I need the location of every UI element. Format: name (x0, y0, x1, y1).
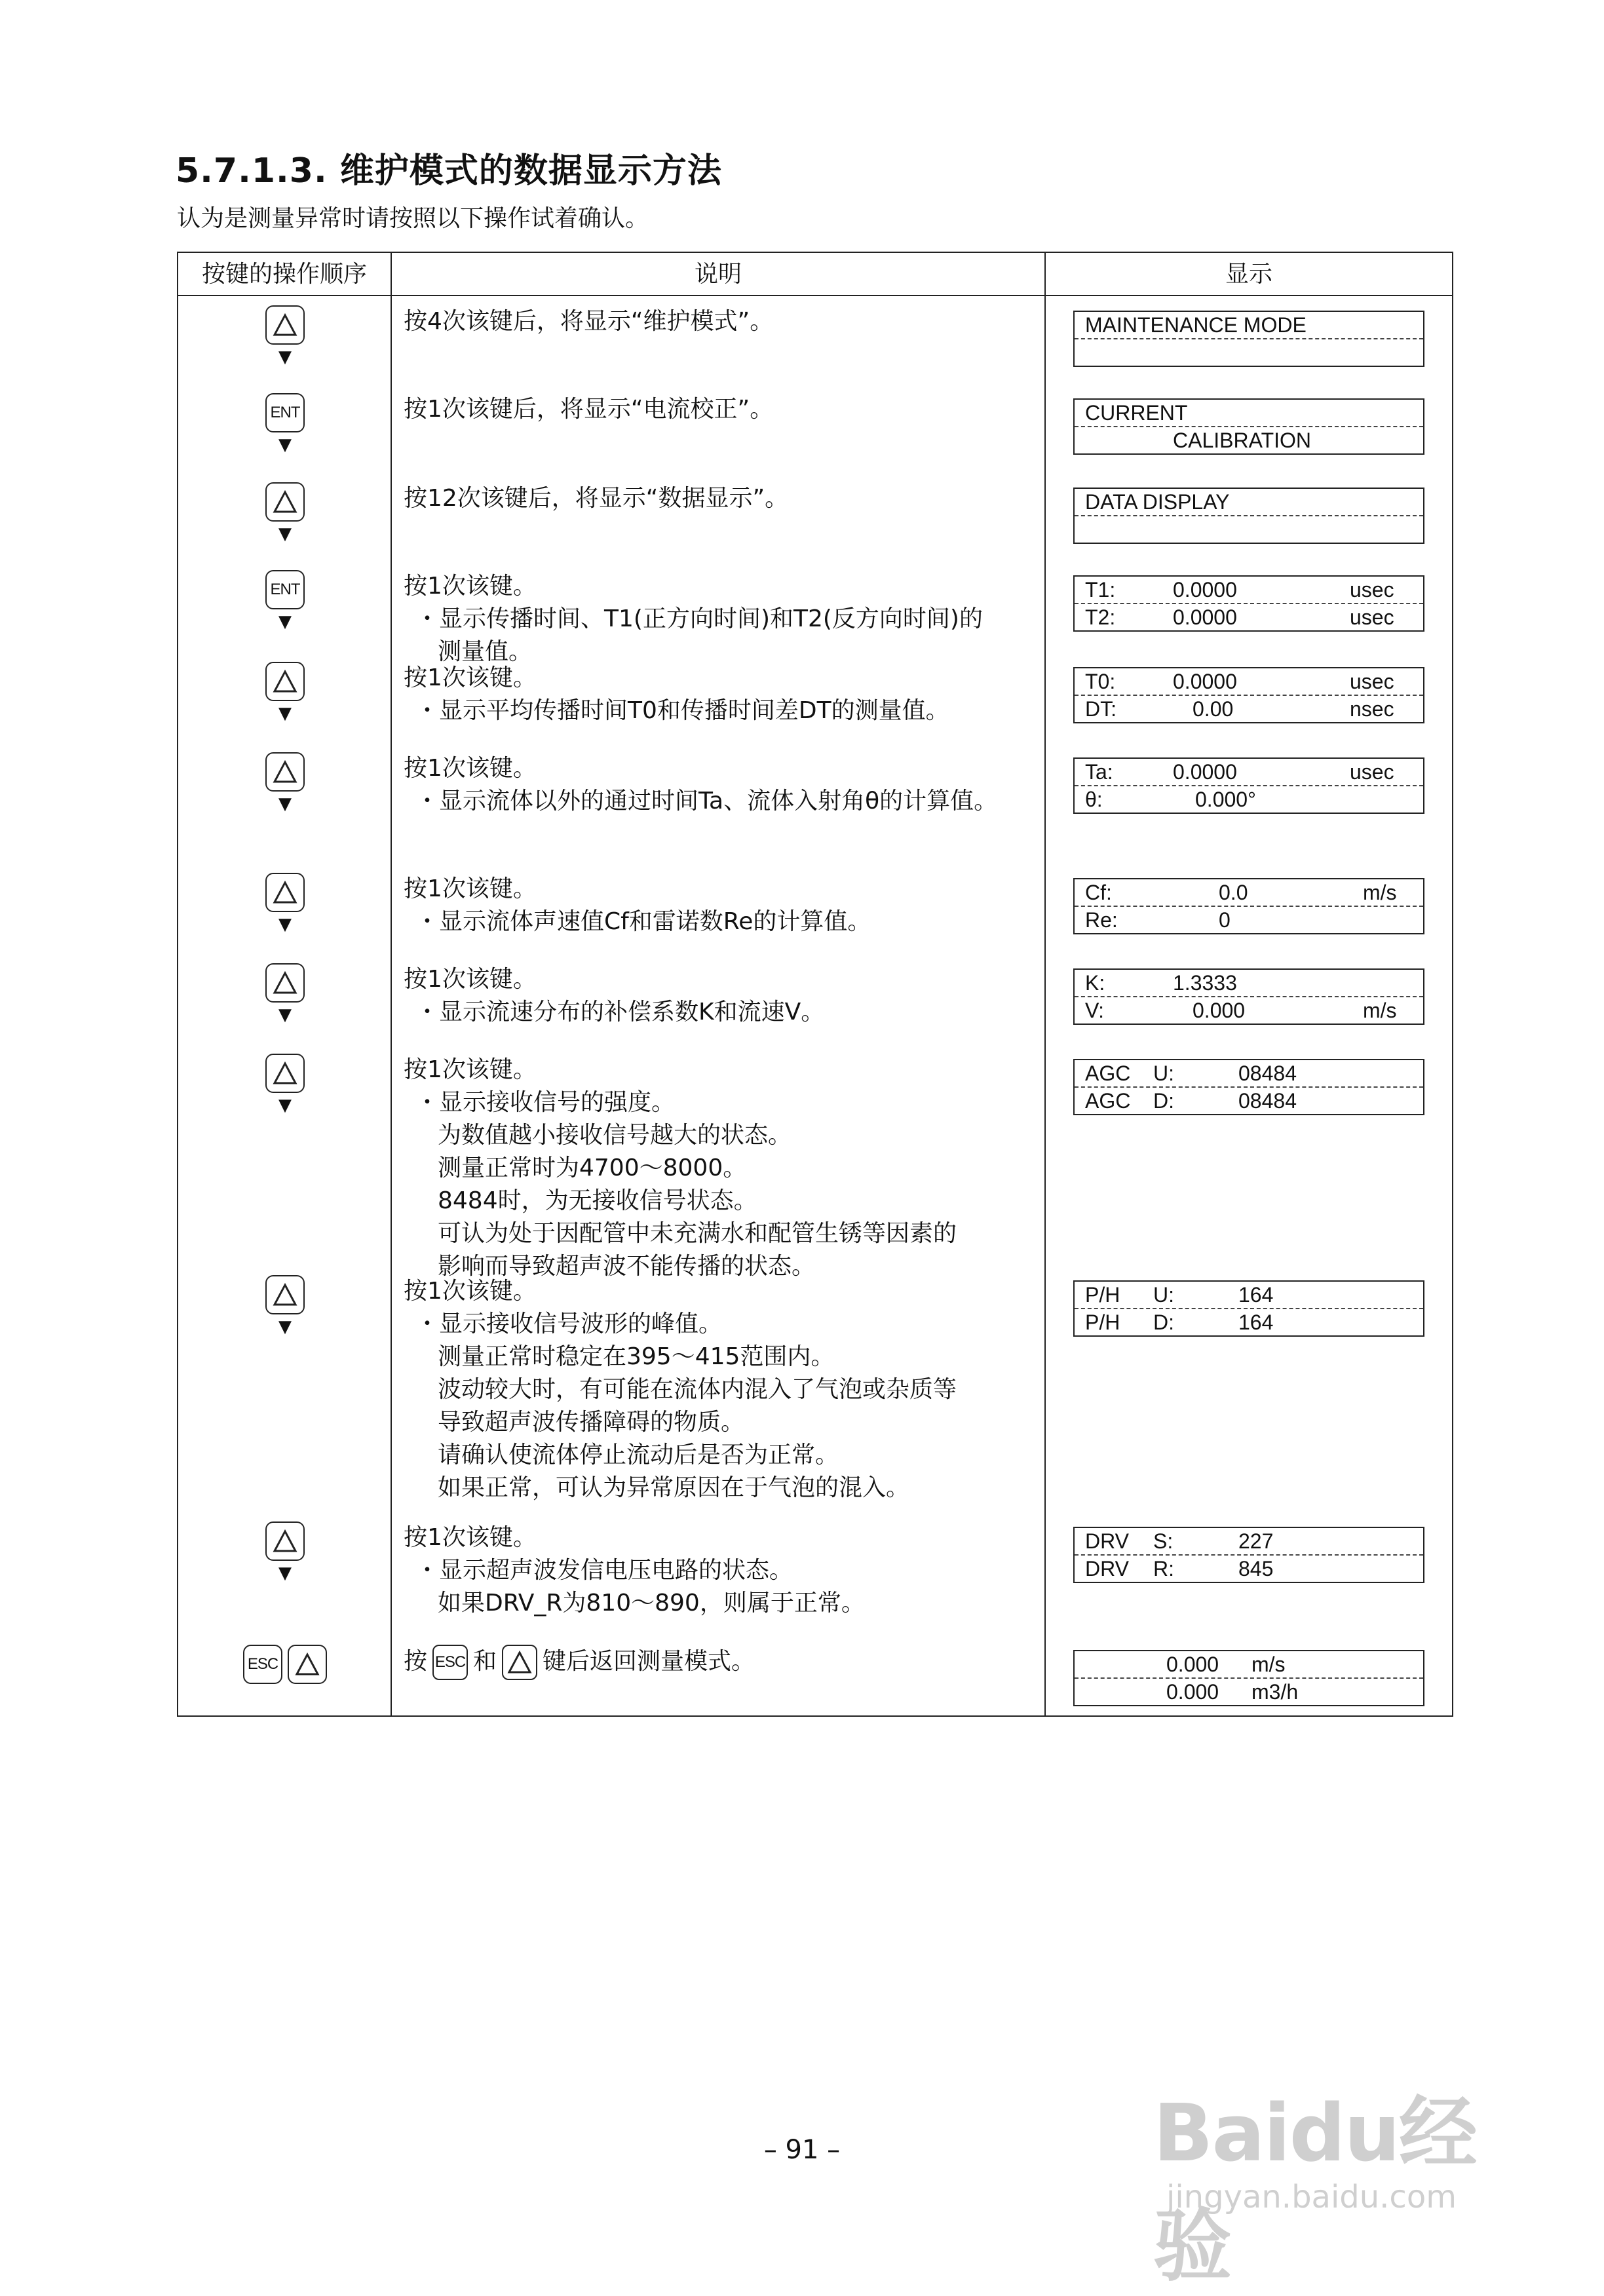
lcd-cell: Re: (1085, 908, 1118, 932)
description-line: 测量值。 (438, 638, 533, 665)
lcd-display (1073, 757, 1424, 814)
description-line: ・显示流体声速值Cf和雷诺数Re的计算值。 (415, 908, 871, 935)
key-group (265, 873, 305, 912)
lcd-cell: 0.0 (1219, 881, 1248, 904)
lcd-cell: 0.000 (1166, 1653, 1219, 1676)
lcd-line (1075, 489, 1423, 515)
lcd-line (1075, 970, 1423, 996)
key-sequence (178, 1521, 392, 1583)
lcd-cell: P/H (1085, 1311, 1120, 1334)
lcd-line (1075, 879, 1423, 906)
lcd-cell: D: (1153, 1311, 1174, 1334)
arrow-down-icon: ▼ (278, 704, 292, 723)
lcd-display (1073, 878, 1424, 934)
lcd-line (1075, 400, 1423, 426)
description-line: 波动较大时，有可能在流体内混入了气泡或杂质等 (438, 1376, 957, 1403)
triangle-up-icon (272, 668, 298, 695)
lcd-cell: Ta: (1085, 760, 1113, 784)
arrow-down-icon: ▼ (278, 612, 292, 632)
lcd-line (1075, 1677, 1423, 1705)
ent-key-label: ENT (270, 581, 300, 598)
watermark-brand: Baidu经验 (1153, 2088, 1476, 2292)
lcd-cell: 0.0000 (1173, 760, 1237, 784)
triangle-up-icon (272, 489, 298, 515)
watermark (1153, 2044, 1546, 2292)
lcd-line (1075, 1651, 1423, 1677)
key-group (265, 752, 305, 792)
up-key[interactable] (265, 305, 305, 345)
triangle-shape (275, 1285, 296, 1305)
description-line: 测量正常时为4700～8000。 (438, 1155, 747, 1181)
lcd-cell: 0 (1219, 908, 1231, 932)
key-sequence (178, 570, 392, 632)
description-fragment: 键后返回测量模式。 (543, 1648, 755, 1675)
lcd-cell: 0.0000 (1173, 670, 1237, 693)
lcd-cell: 0.000° (1195, 788, 1256, 811)
description-line: 按1次该键。 (404, 755, 537, 782)
description-line: 可认为处于因配管中未充满水和配管生锈等因素的 (438, 1220, 957, 1247)
lcd-display (1073, 488, 1424, 544)
step-description (404, 662, 1046, 727)
arrow-down-icon: ▼ (278, 1563, 292, 1583)
arrow-down-icon: ▼ (278, 1096, 292, 1115)
step-description (404, 1521, 1046, 1620)
key-group (265, 1521, 305, 1561)
lcd-cell: nsec (1350, 697, 1394, 721)
lcd-line (1075, 312, 1423, 338)
lcd-line (1075, 1308, 1423, 1335)
key-sequence (178, 752, 392, 814)
triangle-shape (275, 762, 296, 782)
arrow-down-icon: ▼ (278, 915, 292, 934)
lcd-display (1073, 1059, 1424, 1115)
arrow-down-icon: ▼ (278, 1317, 292, 1337)
key-sequence (178, 662, 392, 723)
arrow-down-icon: ▼ (278, 435, 292, 455)
key-sequence (178, 873, 392, 934)
lcd-cell: θ: (1085, 788, 1103, 811)
description-line: 如果正常，可认为异常原因在于气泡的混入。 (438, 1474, 910, 1501)
up-key[interactable] (265, 662, 305, 701)
description-line: ・显示接收信号波形的峰值。 (415, 1311, 723, 1337)
up-key[interactable] (265, 1521, 305, 1561)
up-key[interactable] (265, 873, 305, 912)
lcd-line (1075, 426, 1423, 453)
triangle-shape (509, 1653, 530, 1672)
lcd-cell: V: (1085, 999, 1105, 1022)
lcd-cell: 08484 (1238, 1089, 1297, 1113)
page-subtitle: 认为是测量异常时请按照以下操作试着确认。 (177, 205, 649, 232)
up-key[interactable] (265, 963, 305, 1003)
triangle-shape (275, 1063, 296, 1083)
triangle-up-icon (272, 970, 298, 996)
lcd-display (1073, 968, 1424, 1025)
lcd-line (1075, 577, 1423, 603)
lcd-line (1075, 1554, 1423, 1582)
triangle-shape (275, 883, 296, 902)
triangle-up-icon (294, 1651, 320, 1677)
description-fragment: 按 (404, 1648, 428, 1675)
ent-key[interactable] (265, 393, 305, 432)
lcd-display (1073, 575, 1424, 632)
description-line: 按1次该键后，将显示“电流校正”。 (404, 396, 774, 423)
key-group (265, 963, 305, 1003)
description-line: 影响而导致超声波不能传播的状态。 (438, 1253, 816, 1280)
step-description (404, 1645, 1046, 1680)
lcd-line (1075, 996, 1423, 1024)
lcd-cell: m/s (1363, 881, 1397, 904)
triangle-shape (297, 1655, 318, 1674)
lcd-cell: m3/h (1251, 1680, 1299, 1704)
lcd-cell: D: (1153, 1089, 1174, 1113)
triangle-shape (275, 492, 296, 512)
header-keys: 按键的操作顺序 (201, 261, 367, 288)
description-line: 8484时，为无接收信号状态。 (438, 1187, 757, 1214)
lcd-cell: m/s (1251, 1653, 1286, 1676)
header-display: 显示 (1225, 261, 1272, 288)
description-fragment: 和 (473, 1648, 497, 1675)
step-description (404, 963, 1046, 1029)
triangle-shape (275, 315, 296, 335)
key-group (265, 662, 305, 701)
lcd-cell: AGC (1085, 1089, 1131, 1113)
step-description (404, 1054, 1046, 1283)
triangle-up-icon (272, 1528, 298, 1554)
up-key[interactable] (265, 752, 305, 792)
lcd-line (1075, 1282, 1423, 1308)
description-line: 请确认使流体停止流动后是否为正常。 (438, 1442, 839, 1468)
step-description (404, 570, 1046, 668)
lcd-cell: 1.3333 (1173, 971, 1237, 995)
lcd-cell: usec (1350, 605, 1394, 629)
triangle-up-icon (272, 879, 298, 906)
key-group (265, 305, 305, 345)
key-group (265, 1054, 305, 1093)
key-sequence (178, 1645, 392, 1684)
arrow-down-icon: ▼ (278, 347, 292, 367)
key-sequence (178, 963, 392, 1025)
triangle-up-icon (506, 1649, 533, 1675)
arrow-down-icon: ▼ (278, 794, 292, 814)
lcd-cell: 0.0000 (1173, 578, 1237, 602)
lcd-cell: MAINTENANCE MODE (1085, 313, 1307, 337)
key-sequence (178, 482, 392, 544)
triangle-up-icon (272, 1282, 298, 1308)
lcd-cell: DT: (1085, 697, 1117, 721)
lcd-cell: Cf: (1085, 881, 1112, 904)
key-sequence (178, 1054, 392, 1115)
lcd-line (1075, 785, 1423, 813)
up-key[interactable] (288, 1645, 327, 1684)
step-description (404, 482, 1046, 515)
step-description (404, 873, 1046, 938)
watermark-url: jingyan.baidu.com (1166, 2179, 1457, 2215)
lcd-display (1073, 311, 1424, 367)
description-line: ・显示超声波发信电压电路的状态。 (415, 1557, 793, 1584)
triangle-shape (275, 973, 296, 993)
triangle-up-icon (272, 759, 298, 785)
triangle-up-icon (272, 312, 298, 338)
lcd-cell: 164 (1238, 1311, 1274, 1334)
description-line: ・显示流体以外的通过时间Ta、流体入射角θ的计算值。 (415, 788, 998, 814)
lcd-cell: usec (1350, 760, 1394, 784)
lcd-line (1075, 1086, 1423, 1114)
triangle-up-icon (272, 1060, 298, 1086)
key-group (243, 1645, 327, 1684)
esc-key-label: ESC (247, 1655, 278, 1673)
description-line: 测量正常时稳定在395～415范围内。 (438, 1343, 835, 1370)
lcd-display (1073, 1650, 1424, 1706)
key-sequence (178, 393, 392, 455)
lcd-line (1075, 906, 1423, 933)
lcd-line (1075, 1528, 1423, 1554)
key-sequence (178, 305, 392, 367)
description-line: 如果DRV_R为810～890，则属于正常。 (438, 1590, 865, 1617)
step-description (404, 305, 1046, 338)
lcd-line (1075, 1060, 1423, 1086)
lcd-cell: P/H (1085, 1283, 1120, 1307)
up-key[interactable] (265, 1054, 305, 1093)
lcd-cell: 0.0000 (1173, 605, 1237, 629)
step-description (404, 393, 1046, 426)
description-line: 按1次该键。 (404, 1056, 537, 1083)
lcd-cell: 0.00 (1193, 697, 1234, 721)
esc-key[interactable] (243, 1645, 282, 1684)
lcd-cell: S: (1153, 1529, 1174, 1553)
lcd-line (1075, 668, 1423, 695)
lcd-line (1075, 338, 1423, 366)
key-group (265, 482, 305, 522)
lcd-line (1075, 515, 1423, 543)
lcd-line (1075, 603, 1423, 630)
lcd-display (1073, 398, 1424, 455)
lcd-cell: 164 (1238, 1283, 1274, 1307)
triangle-shape (275, 1531, 296, 1551)
lcd-cell: DRV (1085, 1557, 1129, 1580)
triangle-shape (275, 672, 296, 691)
page-title: 5.7.1.3. 维护模式的数据显示方法 (176, 151, 722, 191)
key-sequence (178, 1275, 392, 1337)
inline-esc-key-label: ESC (434, 1653, 466, 1671)
inline-esc-key (432, 1645, 468, 1680)
up-key[interactable] (265, 482, 305, 522)
description-line: 按1次该键。 (404, 573, 537, 600)
lcd-display (1073, 1280, 1424, 1337)
lcd-cell: AGC (1085, 1062, 1131, 1085)
lcd-cell: T1: (1085, 578, 1116, 602)
description-line: 按1次该键。 (404, 1278, 537, 1305)
description-line (404, 1645, 1046, 1680)
lcd-cell: T2: (1085, 605, 1116, 629)
description-line: 导致超声波传播障碍的物质。 (438, 1409, 745, 1436)
arrow-down-icon: ▼ (278, 1005, 292, 1025)
description-line: 按1次该键。 (404, 875, 537, 902)
lcd-cell: DRV (1085, 1529, 1129, 1553)
lcd-cell: usec (1350, 670, 1394, 693)
header-description: 说明 (694, 261, 742, 288)
lcd-cell: T0: (1085, 670, 1116, 693)
key-group (265, 393, 305, 432)
page-number: – 91 – (763, 2135, 841, 2165)
lcd-cell: 227 (1238, 1529, 1274, 1553)
description-line: ・显示平均传播时间T0和传播时间差DT的测量值。 (415, 697, 949, 724)
lcd-line (1075, 759, 1423, 785)
inline-up-key (502, 1645, 537, 1680)
ent-key[interactable] (265, 570, 305, 609)
description-line: ・显示流速分布的补偿系数K和流速V。 (415, 999, 825, 1025)
lcd-display (1073, 1527, 1424, 1583)
description-line: ・显示接收信号的强度。 (415, 1089, 676, 1116)
description-line: 按1次该键。 (404, 664, 537, 691)
lcd-line (1075, 695, 1423, 722)
lcd-cell: 0.000 (1193, 999, 1246, 1022)
lcd-cell: DATA DISPLAY (1085, 490, 1230, 514)
lcd-cell: 845 (1238, 1557, 1274, 1580)
lcd-cell: U: (1153, 1062, 1174, 1085)
lcd-cell: CALIBRATION (1173, 429, 1311, 452)
procedure-table (177, 252, 1453, 1717)
description-line: 为数值越小接收信号越大的状态。 (438, 1122, 792, 1149)
ent-key-label: ENT (270, 404, 300, 421)
key-group (265, 1275, 305, 1314)
description-line: 按4次该键后，将显示“维护模式”。 (404, 308, 774, 335)
description-line: ・显示传播时间、T1(正方向时间)和T2(反方向时间)的 (415, 605, 983, 632)
lcd-cell: usec (1350, 578, 1394, 602)
up-key[interactable] (265, 1275, 305, 1314)
lcd-cell: 0.000 (1166, 1680, 1219, 1704)
description-line: 按1次该键。 (404, 966, 537, 993)
lcd-cell: 08484 (1238, 1062, 1297, 1085)
lcd-cell: K: (1085, 971, 1105, 995)
step-description (404, 752, 1046, 818)
lcd-cell: U: (1153, 1283, 1174, 1307)
lcd-cell: CURRENT (1085, 401, 1188, 425)
step-description (404, 1275, 1046, 1504)
description-line: 按12次该键后，将显示“数据显示”。 (404, 485, 789, 512)
lcd-cell: R: (1153, 1557, 1174, 1580)
description-line: 按1次该键。 (404, 1524, 537, 1551)
lcd-display (1073, 667, 1424, 723)
arrow-down-icon: ▼ (278, 524, 292, 544)
key-group (265, 570, 305, 609)
lcd-cell: m/s (1363, 999, 1397, 1022)
